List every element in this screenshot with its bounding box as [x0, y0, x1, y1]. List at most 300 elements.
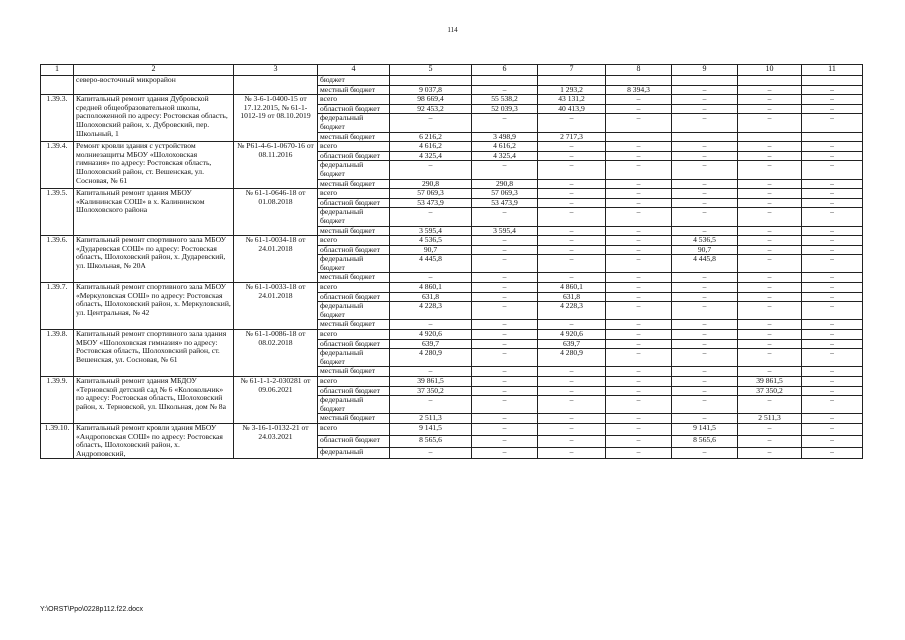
item-document: № Р61-4-6-1-0670-16 от 08.11.2016	[234, 142, 318, 189]
column-header-11: 11	[802, 65, 863, 76]
amount-cell: –	[738, 255, 802, 273]
amount-cell: –	[472, 208, 538, 226]
amount-cell: 631,8	[390, 292, 472, 302]
item-name: Капитальный ремонт спортивного зала МБОУ «Дударевская СОШ» по адресу: Ростовская область, Шолоховский район, х. Дударевский, ул. Школьная, № 20А	[74, 236, 234, 283]
amount-cell	[472, 76, 538, 86]
amount-cell: –	[802, 330, 863, 340]
amount-cell	[802, 132, 863, 142]
funding-source: федеральный бюджет	[318, 255, 390, 273]
amount-cell: –	[538, 255, 606, 273]
table-row	[41, 236, 863, 246]
item-code: 1.39.9.	[41, 377, 74, 424]
amount-cell: 4 536,5	[672, 236, 738, 246]
amount-cell: 3 595,4	[390, 226, 472, 236]
amount-cell: –	[606, 198, 672, 208]
funding-source: областной бюджет	[318, 198, 390, 208]
funding-source: бюджет	[318, 76, 390, 86]
amount-cell: –	[802, 447, 863, 459]
column-header-1: 1	[41, 65, 74, 76]
amount-cell: –	[538, 435, 606, 447]
amount-cell: –	[390, 273, 472, 283]
amount-cell: –	[672, 85, 738, 95]
column-header-2: 2	[74, 65, 234, 76]
amount-cell: –	[802, 273, 863, 283]
amount-cell: –	[738, 95, 802, 105]
amount-cell: –	[538, 367, 606, 377]
amount-cell: –	[390, 447, 472, 459]
amount-cell: 98 669,4	[390, 95, 472, 105]
funding-source: местный бюджет	[318, 226, 390, 236]
amount-cell: 290,8	[390, 179, 472, 189]
amount-cell: –	[538, 236, 606, 246]
amount-cell: –	[390, 161, 472, 179]
funding-source: областной бюджет	[318, 104, 390, 114]
amount-cell: –	[738, 151, 802, 161]
amount-cell: –	[538, 320, 606, 330]
funding-source: местный бюджет	[318, 273, 390, 283]
amount-cell: –	[802, 367, 863, 377]
funding-source: областной бюджет	[318, 386, 390, 396]
amount-cell: 290,8	[472, 179, 538, 189]
amount-cell: –	[472, 435, 538, 447]
item-document: № 61-1-0646-18 от 01.08.2018	[234, 189, 318, 236]
amount-cell: –	[606, 95, 672, 105]
table-row	[41, 76, 863, 86]
amount-cell: –	[606, 447, 672, 459]
funding-source: областной бюджет	[318, 435, 390, 447]
amount-cell: 4 280,9	[538, 349, 606, 367]
amount-cell	[672, 132, 738, 142]
table-row	[41, 189, 863, 199]
amount-cell: –	[802, 151, 863, 161]
amount-cell: –	[472, 273, 538, 283]
amount-cell: –	[538, 386, 606, 396]
amount-cell: –	[538, 161, 606, 179]
amount-cell: –	[606, 114, 672, 132]
amount-cell: –	[606, 236, 672, 246]
amount-cell	[606, 132, 672, 142]
amount-cell: 4 325,4	[390, 151, 472, 161]
amount-cell: –	[738, 396, 802, 414]
amount-cell: –	[672, 414, 738, 424]
amount-cell: 3 498,9	[472, 132, 538, 142]
amount-cell: 53 473,9	[472, 198, 538, 208]
funding-source: федеральный	[318, 447, 390, 459]
item-code: 1.39.4.	[41, 142, 74, 189]
amount-cell: –	[738, 161, 802, 179]
column-header-7: 7	[538, 65, 606, 76]
amount-cell: –	[672, 161, 738, 179]
amount-cell: –	[802, 236, 863, 246]
item-code: 1.39.10.	[41, 423, 74, 458]
amount-cell: –	[672, 226, 738, 236]
amount-cell: 4 280,9	[390, 349, 472, 367]
amount-cell: –	[472, 236, 538, 246]
funding-source: местный бюджет	[318, 414, 390, 424]
amount-cell: –	[472, 302, 538, 320]
amount-cell: –	[672, 189, 738, 199]
amount-cell: –	[538, 245, 606, 255]
item-document: № 61-1-0086-18 от 08.02.2018	[234, 330, 318, 377]
amount-cell: –	[672, 349, 738, 367]
amount-cell: –	[802, 85, 863, 95]
column-header-9: 9	[672, 65, 738, 76]
funding-source: местный бюджет	[318, 132, 390, 142]
amount-cell: –	[738, 283, 802, 293]
amount-cell: 8 565,6	[390, 435, 472, 447]
amount-cell: –	[472, 161, 538, 179]
amount-cell: –	[802, 245, 863, 255]
funding-source: всего	[318, 236, 390, 246]
amount-cell: 9 141,5	[390, 423, 472, 435]
file-path-footer: Y:\ORST\Ppo\0228p112.f22.docx	[40, 606, 143, 613]
amount-cell: –	[606, 245, 672, 255]
item-name: Ремонт кровли здания с устройством молниезащиты МБОУ «Шолоховская гимназия» по адресу: Ростовская область, Шолоховский район, ст. Вешенская, ул. Сосновая, № 61	[74, 142, 234, 189]
amount-cell: –	[472, 396, 538, 414]
amount-cell: –	[738, 236, 802, 246]
amount-cell: –	[538, 208, 606, 226]
amount-cell: 9 037,8	[390, 85, 472, 95]
amount-cell: –	[802, 95, 863, 105]
amount-cell: –	[802, 255, 863, 273]
amount-cell: –	[606, 273, 672, 283]
amount-cell: –	[606, 226, 672, 236]
funding-source: всего	[318, 377, 390, 387]
amount-cell: 4 616,2	[390, 142, 472, 152]
amount-cell: –	[672, 302, 738, 320]
amount-cell: 39 861,5	[390, 377, 472, 387]
amount-cell: –	[738, 330, 802, 340]
funding-source: федеральный бюджет	[318, 114, 390, 132]
amount-cell: –	[738, 302, 802, 320]
amount-cell: –	[606, 104, 672, 114]
amount-cell: 2 717,3	[538, 132, 606, 142]
amount-cell: 8 565,6	[672, 435, 738, 447]
item-name: Капитальный ремонт кровли здания МБОУ «Андроповская СОШ» по адресу: Ростовская область, Шолоховский район, х. Андроповский,	[74, 423, 234, 458]
budget-table	[40, 64, 863, 459]
amount-cell: –	[802, 104, 863, 114]
funding-source: местный бюджет	[318, 85, 390, 95]
amount-cell: –	[738, 226, 802, 236]
amount-cell: –	[472, 349, 538, 367]
funding-source: всего	[318, 142, 390, 152]
amount-cell: –	[606, 179, 672, 189]
amount-cell: –	[472, 114, 538, 132]
amount-cell: 57 069,3	[472, 189, 538, 199]
amount-cell: 9 141,5	[672, 423, 738, 435]
amount-cell: –	[538, 114, 606, 132]
amount-cell: –	[538, 414, 606, 424]
amount-cell: –	[472, 367, 538, 377]
amount-cell: –	[672, 151, 738, 161]
item-document: № 3-6-1-0400-15 от 17.12.2015, № 61-1-1012-19 от 08.10.2019	[234, 95, 318, 142]
funding-source: федеральный бюджет	[318, 349, 390, 367]
column-header-8: 8	[606, 65, 672, 76]
amount-cell: –	[802, 292, 863, 302]
amount-cell: 8 394,3	[606, 85, 672, 95]
amount-cell: 4 920,6	[538, 330, 606, 340]
amount-cell: –	[472, 292, 538, 302]
amount-cell: –	[390, 208, 472, 226]
amount-cell: –	[802, 320, 863, 330]
amount-cell: 1 293,2	[538, 85, 606, 95]
amount-cell: –	[472, 377, 538, 387]
column-header-10: 10	[738, 65, 802, 76]
amount-cell: –	[738, 85, 802, 95]
amount-cell: –	[738, 114, 802, 132]
amount-cell: 4 616,2	[472, 142, 538, 152]
amount-cell: 631,8	[538, 292, 606, 302]
amount-cell: –	[672, 320, 738, 330]
amount-cell	[738, 76, 802, 86]
amount-cell: 639,7	[538, 339, 606, 349]
column-header-5: 5	[390, 65, 472, 76]
table-row	[41, 423, 863, 435]
amount-cell: –	[390, 114, 472, 132]
funding-source: федеральный бюджет	[318, 302, 390, 320]
amount-cell: –	[538, 151, 606, 161]
amount-cell: –	[672, 114, 738, 132]
amount-cell: 4 860,1	[538, 283, 606, 293]
item-code: 1.39.8.	[41, 330, 74, 377]
amount-cell: –	[738, 104, 802, 114]
funding-source: федеральный бюджет	[318, 161, 390, 179]
amount-cell: –	[538, 273, 606, 283]
amount-cell: –	[802, 198, 863, 208]
amount-cell: –	[606, 189, 672, 199]
amount-cell: –	[672, 273, 738, 283]
funding-source: всего	[318, 423, 390, 435]
amount-cell: –	[606, 349, 672, 367]
funding-source: местный бюджет	[318, 320, 390, 330]
amount-cell: –	[672, 104, 738, 114]
amount-cell: –	[606, 292, 672, 302]
amount-cell: –	[672, 198, 738, 208]
amount-cell: –	[802, 339, 863, 349]
amount-cell: –	[538, 189, 606, 199]
amount-cell: 52 039,3	[472, 104, 538, 114]
amount-cell: –	[802, 377, 863, 387]
amount-cell: –	[472, 85, 538, 95]
funding-source: всего	[318, 330, 390, 340]
amount-cell	[802, 76, 863, 86]
amount-cell: –	[738, 189, 802, 199]
amount-cell: –	[538, 447, 606, 459]
amount-cell: 4 536,5	[390, 236, 472, 246]
amount-cell: –	[672, 339, 738, 349]
amount-cell	[738, 132, 802, 142]
amount-cell: –	[802, 161, 863, 179]
amount-cell: –	[606, 151, 672, 161]
item-document: № 61-1-1-2-030281 от 09.06.2021	[234, 377, 318, 424]
amount-cell: 2 511,3	[390, 414, 472, 424]
amount-cell: 4 445,8	[672, 255, 738, 273]
amount-cell: 4 325,4	[472, 151, 538, 161]
item-code: 1.39.3.	[41, 95, 74, 142]
item-document: № 61-1-0033-18 от 24.01.2018	[234, 283, 318, 330]
amount-cell: –	[606, 435, 672, 447]
amount-cell	[538, 76, 606, 86]
amount-cell: –	[606, 208, 672, 226]
amount-cell: –	[672, 142, 738, 152]
amount-cell: –	[738, 435, 802, 447]
amount-cell: –	[472, 339, 538, 349]
amount-cell: 4 860,1	[390, 283, 472, 293]
amount-cell: –	[802, 114, 863, 132]
amount-cell: –	[738, 142, 802, 152]
amount-cell: –	[472, 386, 538, 396]
funding-source: местный бюджет	[318, 367, 390, 377]
amount-cell: –	[390, 320, 472, 330]
funding-source: областной бюджет	[318, 245, 390, 255]
amount-cell: 92 453,2	[390, 104, 472, 114]
amount-cell: –	[802, 283, 863, 293]
amount-cell: –	[606, 255, 672, 273]
amount-cell: 90,7	[672, 245, 738, 255]
amount-cell: 4 445,8	[390, 255, 472, 273]
item-name: Капитальный ремонт здания МБДОУ «Терновской детский сад № 6 «Колокольчик» по адресу: Ростовская область, Шолоховский район, х. Терновской, ул. Школьная, дом № 8а	[74, 377, 234, 424]
amount-cell: –	[738, 339, 802, 349]
table-row	[41, 95, 863, 105]
amount-cell: –	[606, 414, 672, 424]
item-document: № 61-1-0034-18 от 24.01.2018	[234, 236, 318, 283]
amount-cell: –	[672, 179, 738, 189]
amount-cell: –	[606, 367, 672, 377]
funding-source: федеральный бюджет	[318, 396, 390, 414]
amount-cell: 43 131,2	[538, 95, 606, 105]
table-row	[41, 283, 863, 293]
amount-cell	[390, 76, 472, 86]
amount-cell: –	[538, 179, 606, 189]
column-header-6: 6	[472, 65, 538, 76]
amount-cell: –	[538, 198, 606, 208]
amount-cell: –	[538, 142, 606, 152]
amount-cell: –	[672, 330, 738, 340]
amount-cell: –	[738, 447, 802, 459]
amount-cell: –	[672, 367, 738, 377]
funding-source: областной бюджет	[318, 151, 390, 161]
item-name: Капитальный ремонт спортивного зала здания МБОУ «Шолоховская гимназия» по адресу: Ростовская область, Шолоховский район, ст. Вешенская, ул. Сосновая, № 61	[74, 330, 234, 377]
amount-cell: 2 511,3	[738, 414, 802, 424]
item-document: № 3-16-1-0132-21 от 24.03.2021	[234, 423, 318, 458]
amount-cell: –	[802, 396, 863, 414]
amount-cell: –	[472, 447, 538, 459]
amount-cell: –	[672, 396, 738, 414]
amount-cell	[606, 76, 672, 86]
funding-source: областной бюджет	[318, 292, 390, 302]
item-name: северо-восточный микрорайон	[74, 76, 234, 95]
funding-source: областной бюджет	[318, 339, 390, 349]
item-code: 1.39.5.	[41, 189, 74, 236]
funding-source: всего	[318, 283, 390, 293]
table-row	[41, 142, 863, 152]
amount-cell: 6 216,2	[390, 132, 472, 142]
amount-cell: –	[802, 423, 863, 435]
amount-cell: –	[606, 377, 672, 387]
amount-cell: –	[472, 283, 538, 293]
amount-cell: –	[606, 302, 672, 320]
item-name: Капитальный ремонт спортивного зала МБОУ «Меркуловская СОШ» по адресу: Ростовская область, Шолоховский район, х. Меркуловский, ул. Центральная, № 42	[74, 283, 234, 330]
amount-cell: –	[606, 320, 672, 330]
amount-cell: –	[672, 283, 738, 293]
amount-cell: –	[390, 367, 472, 377]
column-header-4: 4	[318, 65, 390, 76]
amount-cell: –	[472, 320, 538, 330]
amount-cell: –	[738, 349, 802, 367]
amount-cell: –	[606, 396, 672, 414]
amount-cell: –	[538, 377, 606, 387]
amount-cell: –	[472, 330, 538, 340]
amount-cell: –	[802, 435, 863, 447]
amount-cell: –	[802, 302, 863, 320]
amount-cell: 55 538,2	[472, 95, 538, 105]
column-header-3: 3	[234, 65, 318, 76]
amount-cell: –	[802, 179, 863, 189]
item-code	[41, 76, 74, 95]
amount-cell: –	[672, 447, 738, 459]
amount-cell: –	[472, 414, 538, 424]
amount-cell: 57 069,3	[390, 189, 472, 199]
amount-cell: –	[738, 320, 802, 330]
amount-cell: –	[606, 339, 672, 349]
amount-cell: –	[472, 255, 538, 273]
amount-cell: –	[672, 377, 738, 387]
amount-cell: –	[738, 273, 802, 283]
table-row	[41, 377, 863, 387]
amount-cell: 39 861,5	[738, 377, 802, 387]
amount-cell: –	[802, 226, 863, 236]
amount-cell: –	[802, 386, 863, 396]
amount-cell: 37 350,2	[738, 386, 802, 396]
amount-cell: –	[738, 179, 802, 189]
amount-cell: –	[738, 367, 802, 377]
amount-cell: –	[472, 245, 538, 255]
column-number-row	[41, 65, 863, 76]
funding-source: всего	[318, 95, 390, 105]
amount-cell: 90,7	[390, 245, 472, 255]
page-number: 114	[447, 26, 458, 34]
amount-cell: 40 413,9	[538, 104, 606, 114]
amount-cell: –	[738, 245, 802, 255]
amount-cell	[672, 76, 738, 86]
item-name: Капитальный ремонт здания МБОУ «Калининская СОШ» в х. Калининском Шолоховского района	[74, 189, 234, 236]
amount-cell: –	[606, 423, 672, 435]
amount-cell: –	[738, 423, 802, 435]
amount-cell: 37 350,2	[390, 386, 472, 396]
amount-cell: –	[738, 208, 802, 226]
amount-cell: –	[802, 414, 863, 424]
amount-cell: –	[472, 423, 538, 435]
amount-cell: –	[538, 226, 606, 236]
funding-source: федеральный бюджет	[318, 208, 390, 226]
amount-cell: –	[802, 208, 863, 226]
funding-source: местный бюджет	[318, 179, 390, 189]
amount-cell: –	[606, 142, 672, 152]
amount-cell: –	[672, 386, 738, 396]
amount-cell: –	[538, 423, 606, 435]
item-code: 1.39.6.	[41, 236, 74, 283]
amount-cell: –	[738, 292, 802, 302]
funding-source: всего	[318, 189, 390, 199]
item-document	[234, 76, 318, 95]
amount-cell: –	[606, 283, 672, 293]
amount-cell: 4 228,3	[390, 302, 472, 320]
amount-cell: 3 595,4	[472, 226, 538, 236]
amount-cell: 4 920,6	[390, 330, 472, 340]
amount-cell: –	[672, 95, 738, 105]
amount-cell: –	[802, 189, 863, 199]
table-row	[41, 330, 863, 340]
